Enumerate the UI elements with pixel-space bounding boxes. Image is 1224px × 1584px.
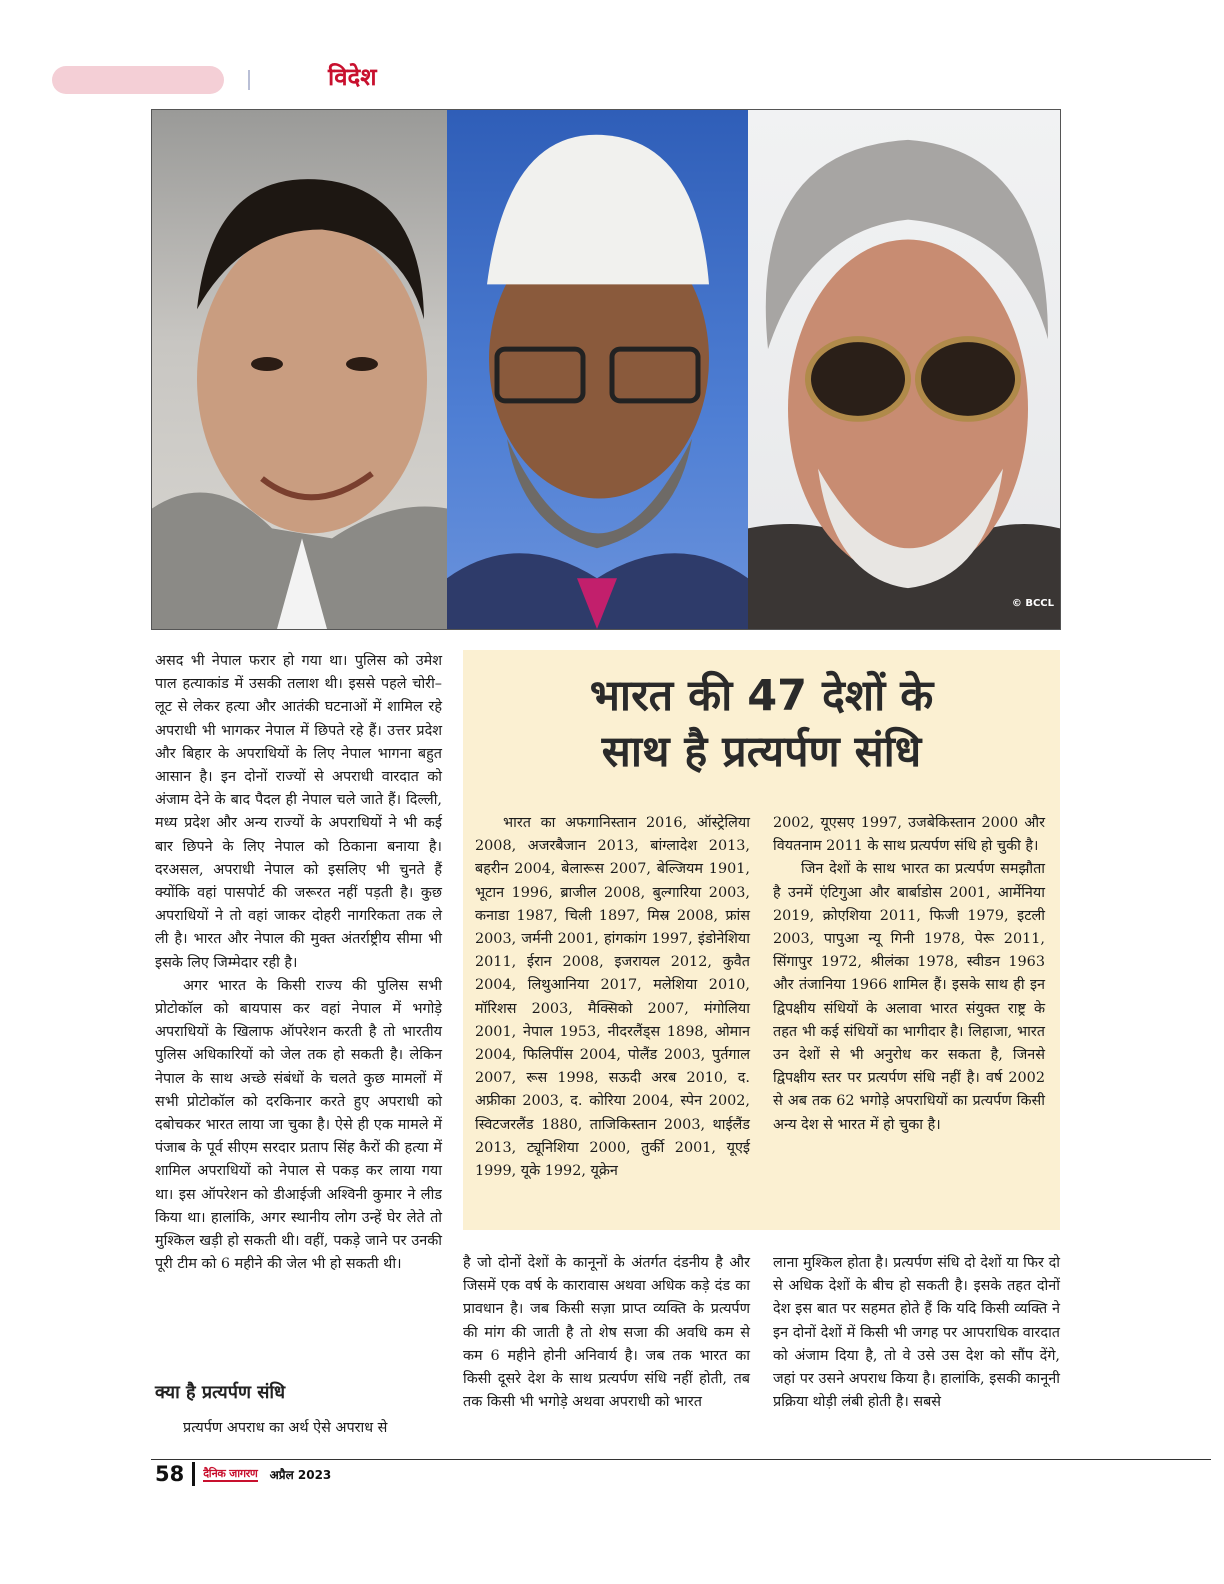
- right-lower-column: लाना मुश्किल होता है। प्रत्यर्पण संधि दो देशों या फिर दो से अधिक देशों के बीच हो सकती है। इसके तहत दोनों देश इस बात पर सहमत होते हैं कि यदि किसी व्यक्ति ने इन दोनों देशों में किसी भी जगह पर आपराधिक वारदात को अंजाम दिया है, तो वे उसे उस देश को सौंप देंगे, जहां पर उसने अपराध किया है। हालांकि, इसकी कानूनी प्रक्रिया थोड़ी लंबी होती है। सबसे: [773, 1255, 1060, 1411]
- magazine-logo: दैनिक जागरण: [203, 1466, 258, 1480]
- footer-rule: [151, 1459, 1211, 1460]
- photo-strip: [151, 109, 1061, 630]
- box-column-2-paragraph-1: 2002, यूएसए 1997, उजबेकिस्तान 2000 और वियतनाम 2011 के साथ प्रत्यर्पण संधि हो चुकी है।: [773, 815, 1045, 855]
- box-column-2-paragraph-2: जिन देशों के साथ भारत का प्रत्यर्पण समझौता है उनमें एंटिगुआ और बार्बाडोस 2001, आर्मेनिया 2019, क्रोएशिया 2011, फिजी 1979, इटली 2003, पापुआ न्यू गिनी 1978, पेरू 2011, सिंगापुर 1972, श्रीलंका 1978, स्वीडन 1963 और तंजानिया 1966 शामिल हैं। इसके साथ ही इन द्विपक्षीय संधियों के अलावा भारत संयुक्त राष्ट्र के तहत भी कई संधियों का भागीदार है। लिहाजा, भारत उन देशों से भी अनुरोध कर सकता है, जिनसे द्विपक्षीय स्तर पर प्रत्यर्पण संधि नहीं है। वर्ष 2002 से अब तक 62 भगोड़े अपराधियों का प्रत्यर्पण किसी अन्य देश से भारत में हो चुका है।: [773, 861, 1045, 1133]
- treaty-box: [463, 650, 1060, 1230]
- photo-credit: © BCCL: [1011, 598, 1054, 609]
- page-number: 58: [155, 1462, 185, 1486]
- left-paragraph-2: अगर भारत के किसी राज्य की पुलिस सभी प्रोटोकॉल को बायपास कर वहां नेपाल में भगोड़े अपराधियों के खिलाफ ऑपरेशन करती है तो भारतीय पुलिस अधिकारियों को जेल तक हो सकती है। लेकिन नेपाल के साथ अच्छे संबंधों के चलते कुछ मामलों में सभी प्रोटोकॉल को दरकिनार करते हुए अपराधी को दबोचकर भारत लाया जा चुका है। ऐसे ही एक मामले में पंजाब के पूर्व सीएम सरदार प्रताप सिंह कैरों की हत्या में शामिल अपराधियों को नेपाल से पकड़ कर लाया गया था। इस ऑपरेशन को डीआईजी अश्विनी कुमार ने लीड किया था। हालांकि, अगर स्थानीय लोग उन्हें घेर लेते तो मुश्किल खड़ी हो सकती थी। वहीं, पकड़े जाने पर उनकी पूरी टीम को 6 महीने की जेल भी हो सकती थी।: [155, 977, 442, 1273]
- subheading: क्या है प्रत्यर्पण संधि: [155, 1382, 286, 1403]
- middle-lower-column: है जो दोनों देशों के कानूनों के अंतर्गत दंडनीय है और जिसमें एक वर्ष के कारावास अथवा अधिक कड़े दंड का प्रावधान है। जब किसी सज़ा प्राप्त व्यक्ति के प्रत्यर्पण की मांग की जाती है तो शेष सजा की अवधि कम से कम 6 महीने होनी अनिवार्य है। जब तक भारत का किसी दूसरे देश के साथ प्रत्यर्पण संधि नहीं होती, तब तक किसी भी भगोड़े अथवा अपराधी को भारत: [463, 1255, 750, 1411]
- header-pill: [52, 66, 224, 94]
- box-headline-line-1: भारत की 47 देशों के: [589, 671, 934, 721]
- left-column-tail: प्रत्यर्पण अपराध का अर्थ ऐसे अपराध से: [183, 1420, 388, 1436]
- photo-person-left: [152, 110, 447, 629]
- footer-separator: [192, 1462, 195, 1486]
- box-headline-line-2: साथ है प्रत्यर्पण संधि: [601, 727, 922, 777]
- section-title: विदेश: [328, 63, 377, 91]
- footer: [155, 1462, 331, 1486]
- left-paragraph-1: असद भी नेपाल फरार हो गया था। पुलिस को उमेश पाल हत्याकांड में उसकी तलाश थी। इससे पहले चोरी–लूट से लेकर हत्या और आतंकी घटनाओं में शामिल रहे अपराधी भी भागकर नेपाल में छिपते रहे हैं। उत्तर प्रदेश और बिहार के अपराधियों के लिए नेपाल भागना बहुत आसान है। इन दोनों राज्यों से अपराधी वारदात को अंजाम देने के बाद पैदल ही नेपाल चले जाते हैं। दिल्ली, मध्य प्रदेश और अन्य राज्यों के अपराधियों ने भी कई बार छिपने के लिए नेपाल को ठिकाना बनाया है। दरअसल, अपराधी नेपाल को इसलिए भी चुनते हैं क्योंकि वहां पासपोर्ट की जरूरत नहीं पड़ती है। कुछ अपराधियों ने तो वहां जाकर दोहरी नागरिकता तक ले ली है। भारत और नेपाल की मुक्त अंतर्राष्ट्रीय सीमा भी इसके लिए जिम्मेदार रही है।: [155, 653, 442, 971]
- photo-person-middle: [447, 110, 748, 629]
- portrait-left-illustration: [152, 110, 447, 629]
- left-column: [155, 650, 442, 1276]
- issue-date: अप्रैल 2023: [269, 1467, 332, 1482]
- photo-person-right: [748, 110, 1060, 629]
- box-column-2: [773, 812, 1045, 1137]
- box-headline: [463, 668, 1060, 780]
- portrait-middle-illustration: [447, 110, 748, 629]
- header-separator: [248, 70, 250, 90]
- portrait-right-illustration: [748, 110, 1060, 629]
- box-column-1: भारत का अफगानिस्तान 2016, ऑस्ट्रेलिया 2008, अजरबैजान 2013, बांग्लादेश 2013, बहरीन 2004, बेलारूस 2007, बेल्जियम 1901, भूटान 1996, ब्राजील 2008, बुल्गारिया 2003, कनाडा 1987, चिली 1897, मिस्र 2008, फ्रांस 2003, जर्मनी 2001, हांगकांग 1997, इंडोनेशिया 2011, ईरान 2008, इजरायल 2012, कुवैत 2004, लिथुआनिया 2017, मलेशिया 2010, मॉरिशस 2003, मैक्सिको 2007, मंगोलिया 2001, नेपाल 1953, नीदरलैंड्स 1898, ओमान 2004, फिलिपींस 2004, पोलैंड 2003, पुर्तगाल 2007, रूस 1998, सऊदी अरब 2010, द. अफ्रीका 2003, द. कोरिया 2004, स्पेन 2002, स्विटजरलैंड 1880, ताजिकिस्तान 2003, थाईलैंड 2013, ट्यूनिशिया 2000, तुर्की 2001, यूएई 1999, यूके 1992, यूक्रेन: [475, 815, 750, 1180]
